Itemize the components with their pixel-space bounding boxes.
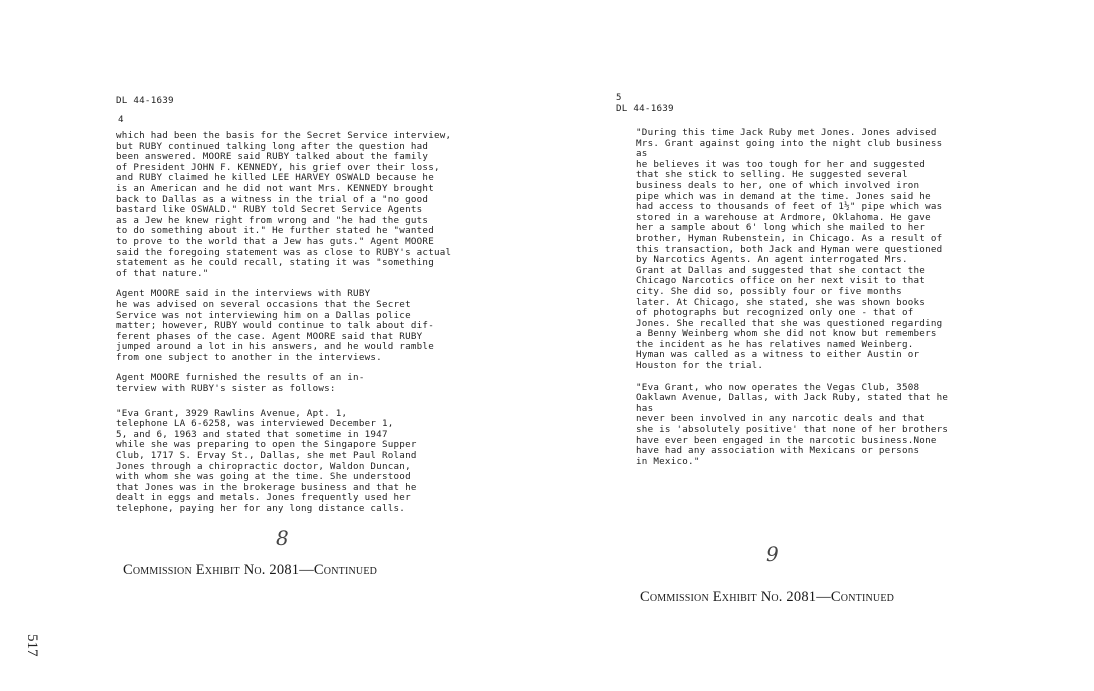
handwritten-page-number-left: 8 xyxy=(276,526,289,550)
left-paragraph-3: Agent MOORE furnished the results of an in- terview with RUBY's sister as follows: xyxy=(116,372,365,395)
right-text-column xyxy=(636,128,956,467)
right-paragraph-1: "During this time Jack Ruby met Jones. Jones advised Mrs. Grant against going into the night club business as he believes it was too tough for her and suggested that she stick to selling. He suggested several business deals to her, one of which involved iron pipe which was in demand at the time. Jones said he had access to thousands of feet of 1½" pipe which was stored in a warehouse at Ardmore, Oklahoma. He gave her a sample about 6' long which she mailed to her brother, Hyman Rubenstein, in Chicago. As a result of this transaction, both Jack and Hyman were questioned by Narcotics Agents. An agent interrogated Mrs. Grant at Dallas and suggested that she contact the Chicago Narcotics office on her next visit to that city. She did so, possibly four or five months later. At Chicago, she stated, she was shown books of photographs but recognized only one - that of Jones. She recalled that she was questioned regarding a Benny Weinberg whom she did not know but remembers the incident as he has relatives named Weinberg. Hyman was called as a witness to either Austin or Houston for the trial. xyxy=(636,127,943,372)
file-number-right: DL 44-1639 xyxy=(616,103,674,114)
right-paragraph-2: "Eva Grant, who now operates the Vegas Club, 3508 Oaklawn Avenue, Dallas, with Jack Ruby, stated that he has never been involved in any narcotic deals and that she is 'absolutely positive' that none of her brothers have ever been engaged in the narcotic business.None have had any association with Mexicans or persons in Mexico." xyxy=(636,381,949,467)
left-paragraph-1: which had been the basis for the Secret Service interview, but RUBY continued talking long after the question had been answered. MOORE said RUBY talked about the family of President JOHN F. KENNEDY, his grief over their loss, and RUBY claimed he killed LEE HARVEY OSWALD because he is an American and he did not want Mrs. KENNEDY brought back to Dallas as a witness in the trial of a "no good bastard like OSWALD." RUBY told Secret Service Agents as a Jew he knew right from wrong and "he had the guts to do something about it." He further stated he "wanted to prove to the world that a Jew has guts." Agent MOORE said the foregoing statement was as close to RUBY's actual statement as he could recall, stating it was "something of that nature." xyxy=(116,130,452,279)
handwritten-page-number-right: 9 xyxy=(766,542,779,566)
page-number-left: 4 xyxy=(118,114,124,125)
left-paragraph-2: Agent MOORE said in the interviews with RUBY he was advised on several occasions that the Secret Service was not interviewing him on a Dallas police matter; however, RUBY would continue to talk about dif- ferent phases of the case. Agent MOORE said that RUBY jumped around a lot in his answers, and he would ramble from one subject to another in the interviews. xyxy=(116,288,434,363)
exhibit-caption-left: Commission Exhibit No. 2081—Continued xyxy=(123,562,378,578)
volume-page-number: 517 xyxy=(24,634,40,657)
exhibit-caption-right: Commission Exhibit No. 2081—Continued xyxy=(640,589,895,605)
file-number-left: DL 44-1639 xyxy=(116,95,174,106)
left-paragraph-4: "Eva Grant, 3929 Rawlins Avenue, Apt. 1, telephone LA 6-6258, was interviewed December 1, 5, and 6, 1963 and stated that sometime in 1947 while she was preparing to open the Singapore Supper Club, 1717 S. Ervay St., Dallas, she met Paul Roland Jones through a chiropractic doctor, Waldon Duncan, with whom she was going at the time. She understood that Jones was in the brokerage business and that he dealt in eggs and metals. Jones frequently used her telephone, paying her for any long distance calls. xyxy=(116,407,417,514)
page-number-right: 5 xyxy=(616,93,622,103)
left-text-column xyxy=(116,131,456,515)
